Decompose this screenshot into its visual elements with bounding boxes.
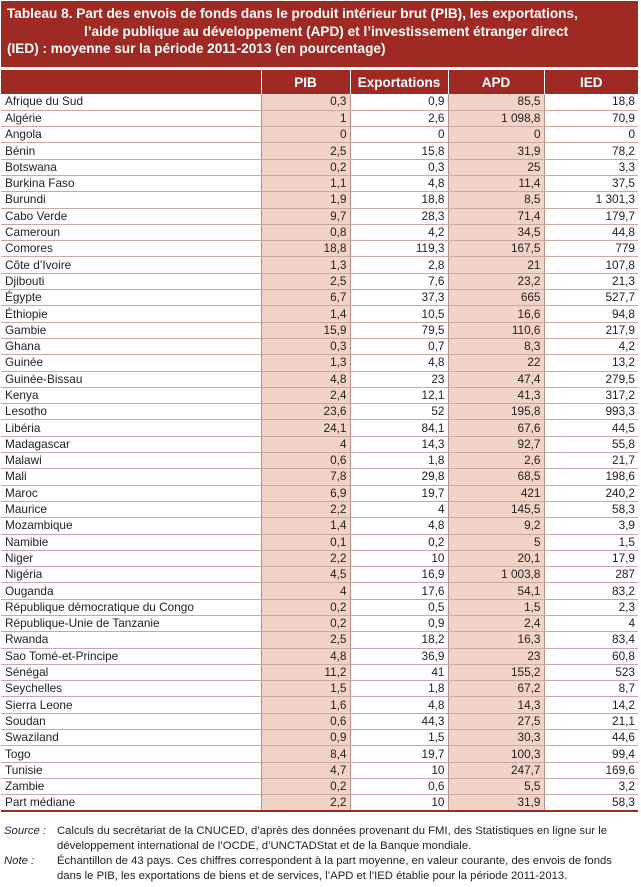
cell-exportations: 15,8 xyxy=(350,143,448,159)
cell-pib: 1,5 xyxy=(261,681,350,697)
cell-country: Kenya xyxy=(1,387,261,403)
cell-exportations: 4,8 xyxy=(350,355,448,371)
cell-ied: 70,9 xyxy=(544,110,638,126)
table-row xyxy=(1,420,638,436)
cell-ied: 217,9 xyxy=(544,322,638,338)
cell-country: Zambie xyxy=(1,778,261,794)
cell-apd: 5 xyxy=(448,534,544,550)
table-row xyxy=(1,469,638,485)
cell-apd: 167,5 xyxy=(448,241,544,257)
table-row xyxy=(1,534,638,550)
cell-apd: 16,6 xyxy=(448,306,544,322)
cell-country: Cabo Verde xyxy=(1,208,261,224)
cell-pib: 0,6 xyxy=(261,713,350,729)
cell-pib: 0,2 xyxy=(261,778,350,794)
cell-exportations: 1,8 xyxy=(350,681,448,697)
cell-apd: 110,6 xyxy=(448,322,544,338)
table-row xyxy=(1,762,638,778)
cell-pib: 1 xyxy=(261,110,350,126)
cell-apd: 23 xyxy=(448,648,544,664)
cell-country: Namibie xyxy=(1,534,261,550)
cell-apd: 9,2 xyxy=(448,518,544,534)
source-text: Calculs du secrétariat de la CNUCED, d’après des données provenant du FMI, des Statistiques en ligne sur le développement international de l’OCDE, d’UNCTADStat et de la Banque mondiale. xyxy=(57,825,608,852)
cell-country: Sénégal xyxy=(1,664,261,680)
cell-country: Rwanda xyxy=(1,632,261,648)
cell-apd: 14,3 xyxy=(448,697,544,713)
table-row xyxy=(1,257,638,273)
cell-exportations: 119,3 xyxy=(350,241,448,257)
cell-country: Bénin xyxy=(1,143,261,159)
cell-pib: 24,1 xyxy=(261,420,350,436)
cell-exportations: 0,3 xyxy=(350,159,448,175)
cell-exportations: 0,6 xyxy=(350,778,448,794)
cell-exportations: 36,9 xyxy=(350,648,448,664)
cell-exportations: 0,5 xyxy=(350,599,448,615)
cell-exportations: 18,2 xyxy=(350,632,448,648)
cell-ied: 37,5 xyxy=(544,175,638,191)
cell-ied: 179,7 xyxy=(544,208,638,224)
table-row xyxy=(1,175,638,191)
cell-pib: 2,2 xyxy=(261,501,350,517)
cell-apd: 20,1 xyxy=(448,550,544,566)
cell-exportations: 16,9 xyxy=(350,567,448,583)
header-pib: PIB xyxy=(261,70,350,94)
cell-exportations: 23 xyxy=(350,371,448,387)
header-country xyxy=(1,70,261,94)
cell-pib: 0,3 xyxy=(261,94,350,110)
cell-ied: 60,8 xyxy=(544,648,638,664)
cell-country: Lesotho xyxy=(1,404,261,420)
cell-apd: 54,1 xyxy=(448,583,544,599)
cell-exportations: 1,8 xyxy=(350,453,448,469)
table-row xyxy=(1,501,638,517)
cell-apd: 8,3 xyxy=(448,338,544,354)
header-apd: APD xyxy=(448,70,544,94)
cell-ied: 58,3 xyxy=(544,501,638,517)
source-note xyxy=(4,824,638,854)
cell-ied: 993,3 xyxy=(544,404,638,420)
table-row xyxy=(1,322,638,338)
table-row xyxy=(1,453,638,469)
cell-exportations: 17,6 xyxy=(350,583,448,599)
table-row xyxy=(1,550,638,566)
cell-pib: 2,5 xyxy=(261,632,350,648)
cell-country: Botswana xyxy=(1,159,261,175)
cell-country: Afrique du Sud xyxy=(1,94,261,110)
table-row xyxy=(1,241,638,257)
cell-country: Malawi xyxy=(1,453,261,469)
cell-country: Tunisie xyxy=(1,762,261,778)
cell-apd: 5,5 xyxy=(448,778,544,794)
cell-exportations: 10 xyxy=(350,762,448,778)
cell-exportations: 0,2 xyxy=(350,534,448,550)
cell-apd: 155,2 xyxy=(448,664,544,680)
cell-pib: 4,8 xyxy=(261,648,350,664)
cell-pib: 0,9 xyxy=(261,730,350,746)
table-row xyxy=(1,290,638,306)
cell-ied: 13,2 xyxy=(544,355,638,371)
cell-exportations: 44,3 xyxy=(350,713,448,729)
cell-country: Égypte xyxy=(1,290,261,306)
table-body xyxy=(1,94,638,811)
cell-ied: 14,2 xyxy=(544,697,638,713)
table-row xyxy=(1,795,638,812)
cell-pib: 6,9 xyxy=(261,485,350,501)
cell-ied: 317,2 xyxy=(544,387,638,403)
cell-apd: 85,5 xyxy=(448,94,544,110)
table-row xyxy=(1,567,638,583)
cell-ied: 55,8 xyxy=(544,436,638,452)
cell-exportations: 41 xyxy=(350,664,448,680)
cell-apd: 67,6 xyxy=(448,420,544,436)
cell-exportations: 1,5 xyxy=(350,730,448,746)
cell-apd: 247,7 xyxy=(448,762,544,778)
cell-pib: 11,2 xyxy=(261,664,350,680)
cell-apd: 68,5 xyxy=(448,469,544,485)
cell-pib: 0,3 xyxy=(261,338,350,354)
table-row xyxy=(1,616,638,632)
cell-country: Sao Tomé-et-Principe xyxy=(1,648,261,664)
cell-country: Mozambique xyxy=(1,518,261,534)
header-ied: IED xyxy=(544,70,638,94)
note-label: Note : xyxy=(4,855,35,867)
cell-pib: 4 xyxy=(261,583,350,599)
cell-exportations: 18,8 xyxy=(350,192,448,208)
cell-apd: 34,5 xyxy=(448,224,544,240)
cell-country: République-Unie de Tanzanie xyxy=(1,616,261,632)
table-row xyxy=(1,632,638,648)
cell-exportations: 2,6 xyxy=(350,110,448,126)
cell-ied: 44,5 xyxy=(544,420,638,436)
cell-ied: 3,9 xyxy=(544,518,638,534)
note-text: Échantillon de 43 pays. Ces chiffres correspondent à la part moyenne, en valeur courante, des envois de fonds dans le PIB, les exportations de biens et de services, l’APD et l’IED établie pour la période 2011-2013. xyxy=(57,855,612,882)
cell-pib: 0,6 xyxy=(261,453,350,469)
cell-apd: 21 xyxy=(448,257,544,273)
cell-ied: 0 xyxy=(544,127,638,143)
cell-apd: 31,9 xyxy=(448,795,544,812)
title-line-1: Tableau 8. Part des envois de fonds dans le produit intérieur brut (PIB), les exportations, xyxy=(7,6,578,21)
cell-apd: 16,3 xyxy=(448,632,544,648)
cell-ied: 4,2 xyxy=(544,338,638,354)
cell-pib: 15,9 xyxy=(261,322,350,338)
table-row xyxy=(1,159,638,175)
table-row xyxy=(1,485,638,501)
cell-pib: 8,4 xyxy=(261,746,350,762)
table-row xyxy=(1,338,638,354)
cell-ied: 1,5 xyxy=(544,534,638,550)
cell-country: Madagascar xyxy=(1,436,261,452)
cell-apd: 23,2 xyxy=(448,273,544,289)
cell-pib: 2,2 xyxy=(261,795,350,812)
cell-ied: 83,4 xyxy=(544,632,638,648)
cell-pib: 4 xyxy=(261,436,350,452)
cell-apd: 421 xyxy=(448,485,544,501)
cell-pib: 1,3 xyxy=(261,257,350,273)
cell-country: Niger xyxy=(1,550,261,566)
cell-apd: 195,8 xyxy=(448,404,544,420)
cell-exportations: 0,7 xyxy=(350,338,448,354)
cell-pib: 0,8 xyxy=(261,224,350,240)
table-title xyxy=(1,1,638,67)
cell-exportations: 79,5 xyxy=(350,322,448,338)
cell-country: Burkina Faso xyxy=(1,175,261,191)
cell-apd: 47,4 xyxy=(448,371,544,387)
cell-exportations: 4,2 xyxy=(350,224,448,240)
cell-exportations: 10 xyxy=(350,795,448,812)
cell-country: Nigéria xyxy=(1,567,261,583)
cell-ied: 3,2 xyxy=(544,778,638,794)
table-row xyxy=(1,583,638,599)
table-row xyxy=(1,273,638,289)
cell-pib: 18,8 xyxy=(261,241,350,257)
table-row xyxy=(1,355,638,371)
cell-apd: 92,7 xyxy=(448,436,544,452)
cell-ied: 2,3 xyxy=(544,599,638,615)
table-row xyxy=(1,208,638,224)
cell-ied: 44,8 xyxy=(544,224,638,240)
table-row xyxy=(1,127,638,143)
cell-ied: 8,7 xyxy=(544,681,638,697)
cell-ied: 94,8 xyxy=(544,306,638,322)
cell-pib: 0,2 xyxy=(261,616,350,632)
table-row xyxy=(1,713,638,729)
cell-pib: 1,3 xyxy=(261,355,350,371)
cell-exportations: 4,8 xyxy=(350,518,448,534)
cell-country: Guinée-Bissau xyxy=(1,371,261,387)
cell-pib: 4,7 xyxy=(261,762,350,778)
cell-country: Djibouti xyxy=(1,273,261,289)
cell-exportations: 52 xyxy=(350,404,448,420)
cell-country: Cameroun xyxy=(1,224,261,240)
cell-apd: 22 xyxy=(448,355,544,371)
table-row xyxy=(1,730,638,746)
table-notes xyxy=(4,824,638,884)
cell-country: Part médiane xyxy=(1,795,261,812)
cell-country: Maroc xyxy=(1,485,261,501)
cell-apd: 2,4 xyxy=(448,616,544,632)
cell-apd: 71,4 xyxy=(448,208,544,224)
table-row xyxy=(1,371,638,387)
table-row xyxy=(1,387,638,403)
cell-country: Angola xyxy=(1,127,261,143)
cell-pib: 7,8 xyxy=(261,469,350,485)
cell-pib: 2,2 xyxy=(261,550,350,566)
cell-exportations: 14,3 xyxy=(350,436,448,452)
cell-ied: 287 xyxy=(544,567,638,583)
cell-apd: 41,3 xyxy=(448,387,544,403)
cell-apd: 100,3 xyxy=(448,746,544,762)
cell-apd: 665 xyxy=(448,290,544,306)
cell-country: Éthiopie xyxy=(1,306,261,322)
table-row xyxy=(1,224,638,240)
cell-ied: 279,5 xyxy=(544,371,638,387)
cell-ied: 107,8 xyxy=(544,257,638,273)
table-row xyxy=(1,697,638,713)
table-row xyxy=(1,94,638,110)
cell-exportations: 4,8 xyxy=(350,697,448,713)
cell-pib: 4,8 xyxy=(261,371,350,387)
table-row xyxy=(1,110,638,126)
table-row xyxy=(1,681,638,697)
cell-apd: 31,9 xyxy=(448,143,544,159)
cell-country: Maurice xyxy=(1,501,261,517)
table-row xyxy=(1,648,638,664)
cell-country: Algérie xyxy=(1,110,261,126)
cell-ied: 523 xyxy=(544,664,638,680)
table-row xyxy=(1,192,638,208)
cell-country: Gambie xyxy=(1,322,261,338)
cell-pib: 1,6 xyxy=(261,697,350,713)
table-row xyxy=(1,143,638,159)
cell-ied: 78,2 xyxy=(544,143,638,159)
table-row xyxy=(1,746,638,762)
cell-pib: 23,6 xyxy=(261,404,350,420)
cell-ied: 169,6 xyxy=(544,762,638,778)
cell-apd: 8,5 xyxy=(448,192,544,208)
cell-exportations: 12,1 xyxy=(350,387,448,403)
table-row xyxy=(1,778,638,794)
cell-ied: 21,3 xyxy=(544,273,638,289)
cell-country: Comores xyxy=(1,241,261,257)
cell-exportations: 10,5 xyxy=(350,306,448,322)
table-row xyxy=(1,306,638,322)
cell-pib: 6,7 xyxy=(261,290,350,306)
cell-country: Soudan xyxy=(1,713,261,729)
cell-pib: 9,7 xyxy=(261,208,350,224)
cell-country: République démocratique du Congo xyxy=(1,599,261,615)
cell-apd: 27,5 xyxy=(448,713,544,729)
cell-ied: 99,4 xyxy=(544,746,638,762)
cell-pib: 0 xyxy=(261,127,350,143)
table-row xyxy=(1,518,638,534)
cell-exportations: 37,3 xyxy=(350,290,448,306)
cell-apd: 2,6 xyxy=(448,453,544,469)
cell-ied: 18,8 xyxy=(544,94,638,110)
cell-ied: 1 301,3 xyxy=(544,192,638,208)
note xyxy=(4,854,638,884)
title-line-3: (IED) : moyenne sur la période 2011-2013 (en pourcentage) xyxy=(7,41,386,56)
cell-exportations: 28,3 xyxy=(350,208,448,224)
cell-pib: 2,4 xyxy=(261,387,350,403)
cell-pib: 2,5 xyxy=(261,143,350,159)
title-line-2: l’aide publique au développement (APD) et l’investissement étranger direct xyxy=(84,23,569,39)
cell-ied: 44,6 xyxy=(544,730,638,746)
cell-apd: 1 098,8 xyxy=(448,110,544,126)
header-exportations: Exportations xyxy=(350,70,448,94)
cell-pib: 0,1 xyxy=(261,534,350,550)
cell-country: Sierra Leone xyxy=(1,697,261,713)
source-label: Source : xyxy=(4,825,47,837)
header-row xyxy=(1,70,638,94)
cell-ied: 58,3 xyxy=(544,795,638,812)
cell-ied: 17,9 xyxy=(544,550,638,566)
cell-ied: 779 xyxy=(544,241,638,257)
cell-exportations: 4 xyxy=(350,501,448,517)
cell-exportations: 84,1 xyxy=(350,420,448,436)
cell-country: Côte d’Ivoire xyxy=(1,257,261,273)
cell-pib: 2,5 xyxy=(261,273,350,289)
cell-exportations: 19,7 xyxy=(350,485,448,501)
cell-apd: 145,5 xyxy=(448,501,544,517)
cell-exportations: 10 xyxy=(350,550,448,566)
cell-country: Guinée xyxy=(1,355,261,371)
cell-country: Togo xyxy=(1,746,261,762)
cell-apd: 1 003,8 xyxy=(448,567,544,583)
cell-ied: 527,7 xyxy=(544,290,638,306)
cell-pib: 0,2 xyxy=(261,159,350,175)
cell-apd: 25 xyxy=(448,159,544,175)
cell-country: Ghana xyxy=(1,338,261,354)
cell-apd: 30,3 xyxy=(448,730,544,746)
cell-exportations: 7,6 xyxy=(350,273,448,289)
cell-ied: 4 xyxy=(544,616,638,632)
cell-apd: 1,5 xyxy=(448,599,544,615)
cell-pib: 4,5 xyxy=(261,567,350,583)
cell-country: Libéria xyxy=(1,420,261,436)
cell-ied: 83,2 xyxy=(544,583,638,599)
cell-exportations: 0,9 xyxy=(350,94,448,110)
cell-exportations: 0 xyxy=(350,127,448,143)
cell-ied: 3,3 xyxy=(544,159,638,175)
cell-apd: 0 xyxy=(448,127,544,143)
cell-ied: 240,2 xyxy=(544,485,638,501)
cell-pib: 1,4 xyxy=(261,306,350,322)
cell-country: Burundi xyxy=(1,192,261,208)
cell-exportations: 19,7 xyxy=(350,746,448,762)
cell-exportations: 4,8 xyxy=(350,175,448,191)
cell-pib: 1,4 xyxy=(261,518,350,534)
cell-country: Ouganda xyxy=(1,583,261,599)
table-row xyxy=(1,404,638,420)
table-row xyxy=(1,599,638,615)
cell-exportations: 29,8 xyxy=(350,469,448,485)
cell-exportations: 2,8 xyxy=(350,257,448,273)
cell-pib: 1,1 xyxy=(261,175,350,191)
table-row xyxy=(1,436,638,452)
cell-apd: 67,2 xyxy=(448,681,544,697)
cell-exportations: 0,9 xyxy=(350,616,448,632)
table-row xyxy=(1,664,638,680)
cell-pib: 1,9 xyxy=(261,192,350,208)
cell-ied: 21,1 xyxy=(544,713,638,729)
data-table xyxy=(1,70,638,812)
cell-country: Seychelles xyxy=(1,681,261,697)
cell-country: Swaziland xyxy=(1,730,261,746)
cell-pib: 0,2 xyxy=(261,599,350,615)
cell-apd: 11,4 xyxy=(448,175,544,191)
cell-ied: 198,6 xyxy=(544,469,638,485)
cell-ied: 21,7 xyxy=(544,453,638,469)
cell-country: Mali xyxy=(1,469,261,485)
